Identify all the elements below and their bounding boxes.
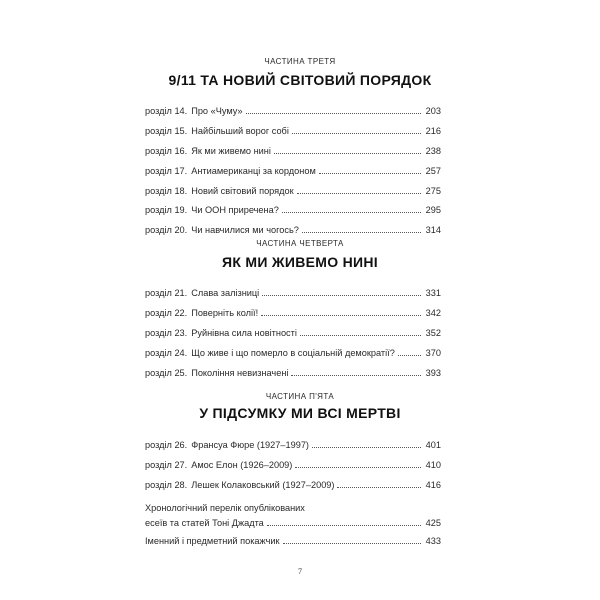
toc-entry-text: розділ 28. Лешек Колаковський (1927–2009) [145,479,335,490]
dot-leader [300,335,421,336]
dot-leader [337,487,421,488]
toc-entry[interactable] [145,362,441,378]
toc-entry[interactable] [145,474,441,490]
part-three-label: ЧАСТИНА ТРЕТЯ [264,57,336,66]
page-number: 7 [298,567,302,576]
toc-entry[interactable] [145,342,441,358]
toc-page-number: 370 [425,347,441,358]
part-four-title: ЯК МИ ЖИВЕМО НИНІ [222,254,378,270]
dot-leader [262,295,421,296]
toc-entry[interactable] [145,434,441,450]
dot-leader [291,375,421,376]
toc-page-number: 352 [425,327,441,338]
toc-page-number: 416 [425,479,441,490]
index-entry-title: Іменний і предметний покажчик [145,536,280,546]
toc-entry-text: розділ 16. Як ми живемо нині [145,145,271,156]
dot-leader [302,232,421,233]
toc-page-number: 393 [425,367,441,378]
toc-entry[interactable] [145,322,441,338]
part-three-toc [145,100,441,239]
dot-leader [246,113,421,114]
dot-leader [312,447,421,448]
part-four-label: ЧАСТИНА ЧЕТВЕРТА [256,239,344,248]
toc-entry-text: розділ 21. Слава залізниці [145,288,260,298]
toc-page-number: 401 [425,440,441,450]
toc-entry-text: розділ 17. Антиамериканці за кордоном [145,165,316,176]
toc-page-number: 257 [425,165,441,176]
toc-entry-text: розділ 25. Покоління невизначені [145,367,289,378]
chronology-entry-line1[interactable]: Хронологічний перелік опублікованих [145,503,305,513]
dot-leader [274,153,421,154]
toc-entry[interactable] [145,219,441,235]
index-entry[interactable] [145,533,441,546]
part-five-title: У ПІДСУМКУ МИ ВСІ МЕРТВІ [199,405,401,421]
part-five-label: ЧАСТИНА П'ЯТА [265,392,335,401]
dot-leader [297,193,421,194]
toc-page-number: 238 [425,145,441,156]
dot-leader [398,355,421,356]
toc-entry-text: розділ 20. Чи навчилися ми чогось? [145,225,299,236]
chronology-entry[interactable] [145,515,441,528]
toc-entry[interactable] [145,140,441,156]
part-five-toc [145,434,441,494]
toc-page-number: 342 [425,307,441,318]
toc-entry-text: розділ 24. Що живе і що померло в соціальній демократії? [145,347,395,358]
toc-entry-text: розділ 19. Чи ООН приречена? [145,205,279,216]
toc-entry-text: розділ 23. Руйнівна сила новітності [145,327,297,338]
dot-leader [282,212,421,213]
toc-entry[interactable] [145,120,441,136]
toc-entry[interactable] [145,282,441,298]
dot-leader [292,133,421,134]
toc-page-number: 295 [425,205,441,216]
part-three-title: 9/11 ТА НОВИЙ СВІТОВИЙ ПОРЯДОК [168,72,432,88]
dot-leader [319,173,421,174]
dot-leader [283,543,421,544]
toc-entry[interactable] [145,302,441,318]
toc-page-number: 425 [425,518,441,528]
toc-entry-text: розділ 14. Про «Чуму» [145,106,243,116]
dot-leader [261,315,421,316]
toc-entry-text: розділ 27. Амос Елон (1926–2009) [145,459,293,470]
toc-entry-text: розділ 15. Найбільший ворог собі [145,125,289,136]
dot-leader [295,467,421,468]
toc-page-number: 331 [425,288,441,298]
toc-page-number: 275 [425,185,441,196]
toc-entry-text: розділ 22. Поверніть колії! [145,307,259,318]
toc-entry-text: розділ 18. Новий світовий порядок [145,185,294,196]
toc-entry[interactable] [145,160,441,176]
dot-leader [267,525,421,526]
toc-page-number: 203 [425,106,441,116]
part-four-toc [145,282,441,381]
toc-page-number: 410 [425,459,441,470]
toc-page-number: 433 [425,536,441,546]
appendix-toc [145,502,441,546]
toc-page-number: 216 [425,125,441,136]
toc-entry[interactable] [145,180,441,196]
toc-entry[interactable] [145,199,441,215]
toc-entry[interactable] [145,100,441,116]
toc-entry-text: розділ 26. Франсуа Фюре (1927–1997) [145,440,309,450]
toc-entry[interactable] [145,454,441,470]
toc-page-number: 314 [425,225,441,236]
chronology-entry-line2: есеїв та статей Тоні Джадта [145,518,264,528]
